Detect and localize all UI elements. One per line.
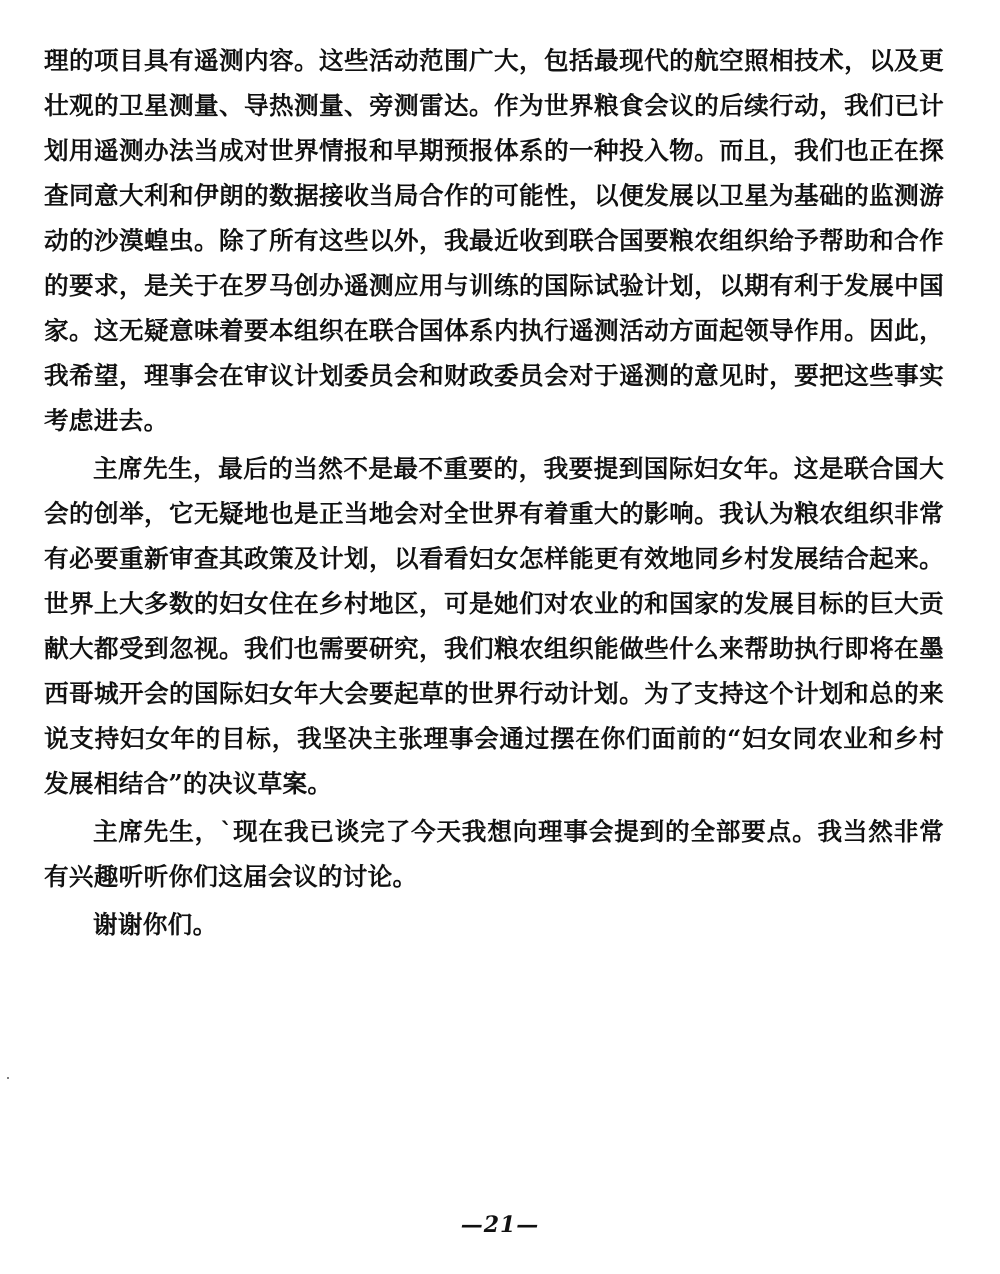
- paragraph-closing-remarks: 主席先生，`现在我已谈完了今天我想向理事会提到的全部要点。我当然非常有兴趣听听你们这届会议的讨论。: [44, 817, 944, 891]
- page-number: —21—: [460, 1212, 540, 1238]
- scan-speck: [7, 1077, 9, 1079]
- paragraph-remote-sensing: 理的项目具有遥测内容。这些活动范围广大，包括最现代的航空照相技术，以及更壮观的卫星测量、导热测量、旁测雷达。作为世界粮食会议的后续行动，我们已计划用遥测办法当成对世界情报和早期预报体系的一种投入物。而且，我们也正在探查同意大利和伊朗的数据接收当局合作的可能性，以便发展以卫星为基础的监测游动的沙漠蝗虫。除了所有这些以外，我最近收到联合国要粮农组织给予帮助和合作的要求，是关于在罗马创办遥测应用与训练的国际试验计划，以期有利于发展中国家。这无疑意味着要本组织在联合国体系内执行遥测活动方面起领导作用。因此，我希望，理事会在审议计划委员会和财政委员会对于遥测的意见时，要把这些事实考虑进去。: [44, 46, 944, 435]
- paragraph-thanks: 谢谢你们。: [93, 910, 218, 939]
- paragraph-womens-year: 主席先生，最后的当然不是最不重要的，我要提到国际妇女年。这是联合国大会的创举，它无疑地也是正当地会对全世界有着重大的影响。我认为粮农组织非常有必要重新审查其政策及计划，以看看妇女怎样能更有效地同乡村发展结合起来。世界上大多数的妇女住在乡村地区，可是她们对农业的和国家的发展目标的巨大贡献大都受到忽视。我们也需要研究，我们粮农组织能做些什么来帮助执行即将在墨西哥城开会的国际妇女年大会要起草的世界行动计划。为了支持这个计划和总的来说支持妇女年的目标，我坚决主张理事会通过摆在你们面前的“妇女同农业和乡村发展相结合”的决议草案。: [44, 454, 944, 798]
- document-body: [44, 38, 944, 947]
